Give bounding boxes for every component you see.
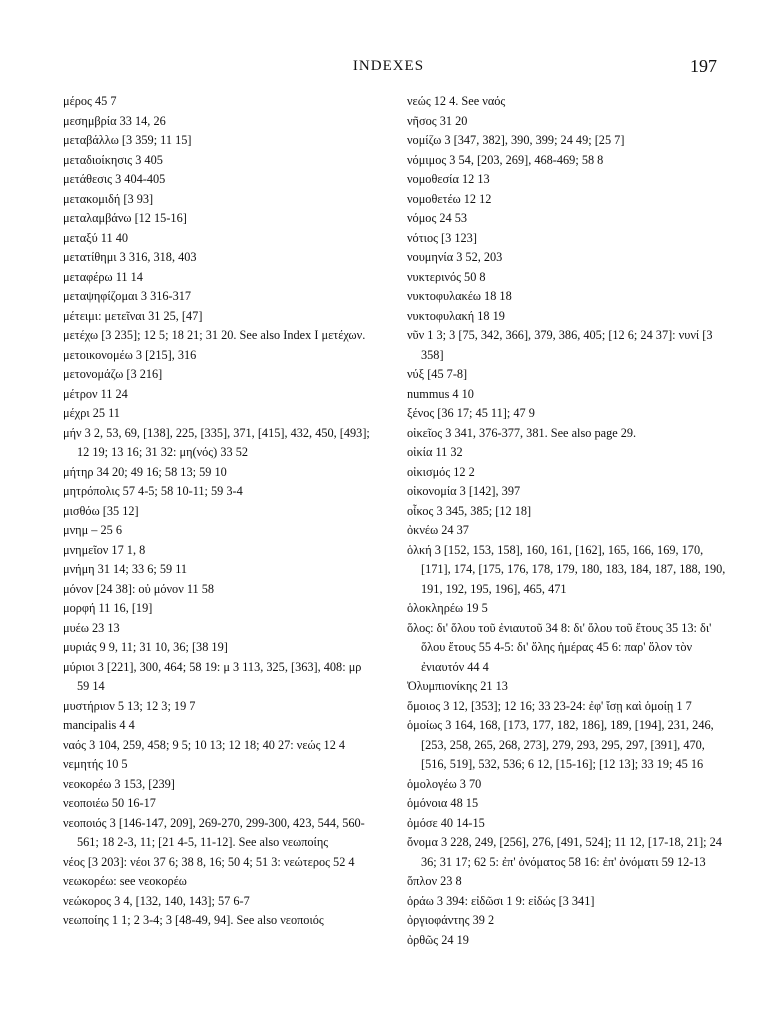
- index-entry: ναός 3 104, 259, 458; 9 5; 10 13; 12 18; 40 27: νεώς 12 4: [63, 737, 346, 752]
- index-entry: νεωποίης 1 1; 2 3-4; 3 [48-49, 94]. See also νεοποιός: [63, 913, 324, 927]
- index-entry: μετέχω [3 235]; 12 5; 18 21; 31 20. See also Index I μετέχων.: [63, 328, 366, 342]
- index-entry: μυέω 23 13: [63, 620, 120, 635]
- index-entry: μνημεῖον 17 1, 8: [63, 542, 146, 557]
- index-entry: μεταβάλλω [3 359; 11 15]: [63, 133, 192, 147]
- index-entry: μήτηρ 34 20; 49 16; 58 13; 59 10: [63, 464, 227, 479]
- index-entry: μεταφέρω 11 14: [63, 269, 143, 284]
- index-entry: μορφή 11 16, [19]: [63, 601, 153, 615]
- index-entry: μεταδιοίκησις 3 405: [63, 152, 163, 167]
- index-entry: μεταξύ 11 40: [63, 230, 128, 245]
- index-entry: νουμηνία 3 52, 203: [407, 250, 503, 264]
- index-entry: νεοποιέω 50 16-17: [63, 796, 156, 810]
- index-entry: Ὀλυμπιονίκης 21 13: [407, 679, 508, 693]
- index-entry: νομίζω 3 [347, 382], 390, 399; 24 49; [25 7]: [407, 133, 625, 147]
- index-entry: ξένος [36 17; 45 11]; 47 9: [407, 406, 535, 420]
- index-entry: νεωκορέω: see νεοκορέω: [63, 874, 187, 888]
- index-entry: μετονομάζω [3 216]: [63, 367, 163, 381]
- index-entry: μεταψηφίζομαι 3 316-317: [63, 289, 192, 303]
- index-entry: νυκτοφυλακή 18 19: [407, 308, 505, 323]
- index-entry: ὅπλον 23 8: [407, 874, 462, 888]
- index-entry: μετακομιδή [3 93]: [63, 191, 154, 206]
- index-entry: μετατίθημι 3 316, 318, 403: [63, 250, 197, 264]
- index-entry: μυριάς 9 9, 11; 31 10, 36; [38 19]: [63, 640, 228, 654]
- index-entry: ὄνομα 3 228, 249, [256], 276, [491, 524]; 11 12, [17-18, 21]; 24 36; 31 17; 62 5: ἐπ' ὀνόματος 58 16: ἐπ' ὀνόματι 59 12-13: [407, 835, 722, 869]
- index-entry: νόμος 24 53: [407, 211, 468, 225]
- index-entry: ὀμόσε 40 14-15: [407, 815, 485, 830]
- index-entry: οἰκία 11 32: [407, 445, 463, 459]
- index-entry: μέρος 45 7: [63, 94, 117, 108]
- index-entry: ὀργιοφάντης 39 2: [407, 913, 495, 927]
- index-entry: μνήμη 31 14; 33 6; 59 11: [63, 562, 188, 576]
- index-column-right: [407, 92, 729, 950]
- index-column-left: [63, 92, 373, 931]
- index-entry: μνημ – 25 6: [63, 523, 122, 537]
- index-entry: μέτρον 11 24: [63, 386, 128, 401]
- index-entry: ὁμολογέω 3 70: [407, 776, 482, 791]
- index-entry: μέτειμι: μετεῖναι 31 25, [47]: [63, 308, 203, 323]
- index-entry: μετοικονομέω 3 [215], 316: [63, 347, 197, 362]
- page-number: 197: [690, 56, 717, 76]
- index-entry: οἰκονομία 3 [142], 397: [407, 484, 521, 498]
- index-entry: μύριοι 3 [221], 300, 464; 58 19: μ 3 113, 325, [363], 408: μρ 59 14: [63, 659, 362, 693]
- index-entry: νεμητής 10 5: [63, 757, 128, 771]
- section-title: INDEXES: [352, 58, 425, 74]
- index-entry: μεσημβρία 33 14, 26: [63, 113, 166, 128]
- index-entry: νῦν 1 3; 3 [75, 342, 366], 379, 386, 405; [12 6; 24 37]: νυνί [3 358]: [407, 328, 713, 362]
- index-entry: mancipalis 4 4: [63, 718, 135, 732]
- index-entry: νεώκορος 3 4, [132, 140, 143]; 57 6-7: [63, 893, 250, 908]
- index-entry: νέος [3 203]: νέοι 37 6; 38 8, 16; 50 4; 51 3: νεώτερος 52 4: [63, 854, 355, 869]
- index-entry: μητρόπολις 57 4-5; 58 10-11; 59 3-4: [63, 484, 243, 498]
- running-head: [0, 56, 777, 80]
- index-entry: μυστήριον 5 13; 12 3; 19 7: [63, 698, 196, 713]
- index-entry: νυκτερινός 50 8: [407, 269, 486, 284]
- index-entry: νεοποιός 3 [146-147, 209], 269-270, 299-300, 423, 544, 560-561; 18 2-3, 11; [21 4-5, 11-12]. See also νεωποίης: [63, 815, 365, 849]
- index-entry: νεώς 12 4. See ναός: [407, 94, 506, 108]
- index-entry: μεταλαμβάνω [12 15-16]: [63, 211, 187, 225]
- index-entry: νομοθετέω 12 12: [407, 191, 492, 206]
- index-entry: οἶκος 3 345, 385; [12 18]: [407, 503, 532, 518]
- index-entry: ὅλος: δι' ὅλου τοῦ ἐνιαυτοῦ 34 8: δι' ὅλου τοῦ ἔτους 35 13: δι' ὅλου ἔτους 55 4-5: δι' ὅλης ἡμέρας 45 6: παρ' ὅλον τὸν ἐνιαυτόν 44 4: [407, 620, 712, 674]
- index-entry: ὁμοίως 3 164, 168, [173, 177, 182, 186], 189, [194], 231, 246, [253, 258, 265, 268, 273], 279, 293, 295, 297, [391], 470, [516, 519], 532, 536; 6 12, [15-16]; [12 13]; 33 19; 45 16: [407, 718, 714, 771]
- index-entry: ὁλκή 3 [152, 153, 158], 160, 161, [162], 165, 166, 169, 170, [171], 174, [175, 176, 178, 179, 180, 183, 184, 187, 188, 190, 191, 192, 195, 196], 465, 471: [407, 542, 726, 596]
- index-entry: νῆσος 31 20: [407, 113, 468, 128]
- index-entry: ὀκνέω 24 37: [407, 523, 469, 537]
- index-entry: νύξ [45 7-8]: [407, 367, 468, 381]
- index-entry: μήν 3 2, 53, 69, [138], 225, [335], 371, [415], 432, 450, [493]; 12 19; 13 16; 31 32: μη(νός) 33 52: [63, 425, 370, 459]
- index-entry: μέχρι 25 11: [63, 406, 120, 420]
- index-entry: νομοθεσία 12 13: [407, 172, 490, 186]
- index-entry: νότιος [3 123]: [407, 230, 477, 245]
- index-entry: οἰκισμός 12 2: [407, 464, 475, 479]
- index-entry: μετάθεσις 3 404-405: [63, 172, 166, 186]
- index-entry: οἰκεῖος 3 341, 376-377, 381. See also page 29.: [407, 425, 637, 440]
- index-entry: ὁλοκληρέω 19 5: [407, 601, 488, 615]
- index-entry: νεοκορέω 3 153, [239]: [63, 776, 175, 791]
- index-entry: μισθόω [35 12]: [63, 503, 139, 518]
- index-entry: ὀρθῶς 24 19: [407, 932, 469, 947]
- index-entry: ὁράω 3 394: εἰδῶσι 1 9: εἰδώς [3 341]: [407, 893, 595, 908]
- index-entry: μόνον [24 38]: οὐ μόνον 11 58: [63, 581, 215, 596]
- index-entry: νόμιμος 3 54, [203, 269], 468-469; 58 8: [407, 152, 604, 167]
- index-entry: ὅμοιος 3 12, [353]; 12 16; 33 23-24: ἐφ' ἴσῃ καὶ ὁμοίῃ 1 7: [407, 698, 692, 713]
- index-entry: nummus 4 10: [407, 386, 474, 401]
- index-entry: νυκτοφυλακέω 18 18: [407, 289, 512, 303]
- index-entry: ὁμόνοια 48 15: [407, 796, 479, 810]
